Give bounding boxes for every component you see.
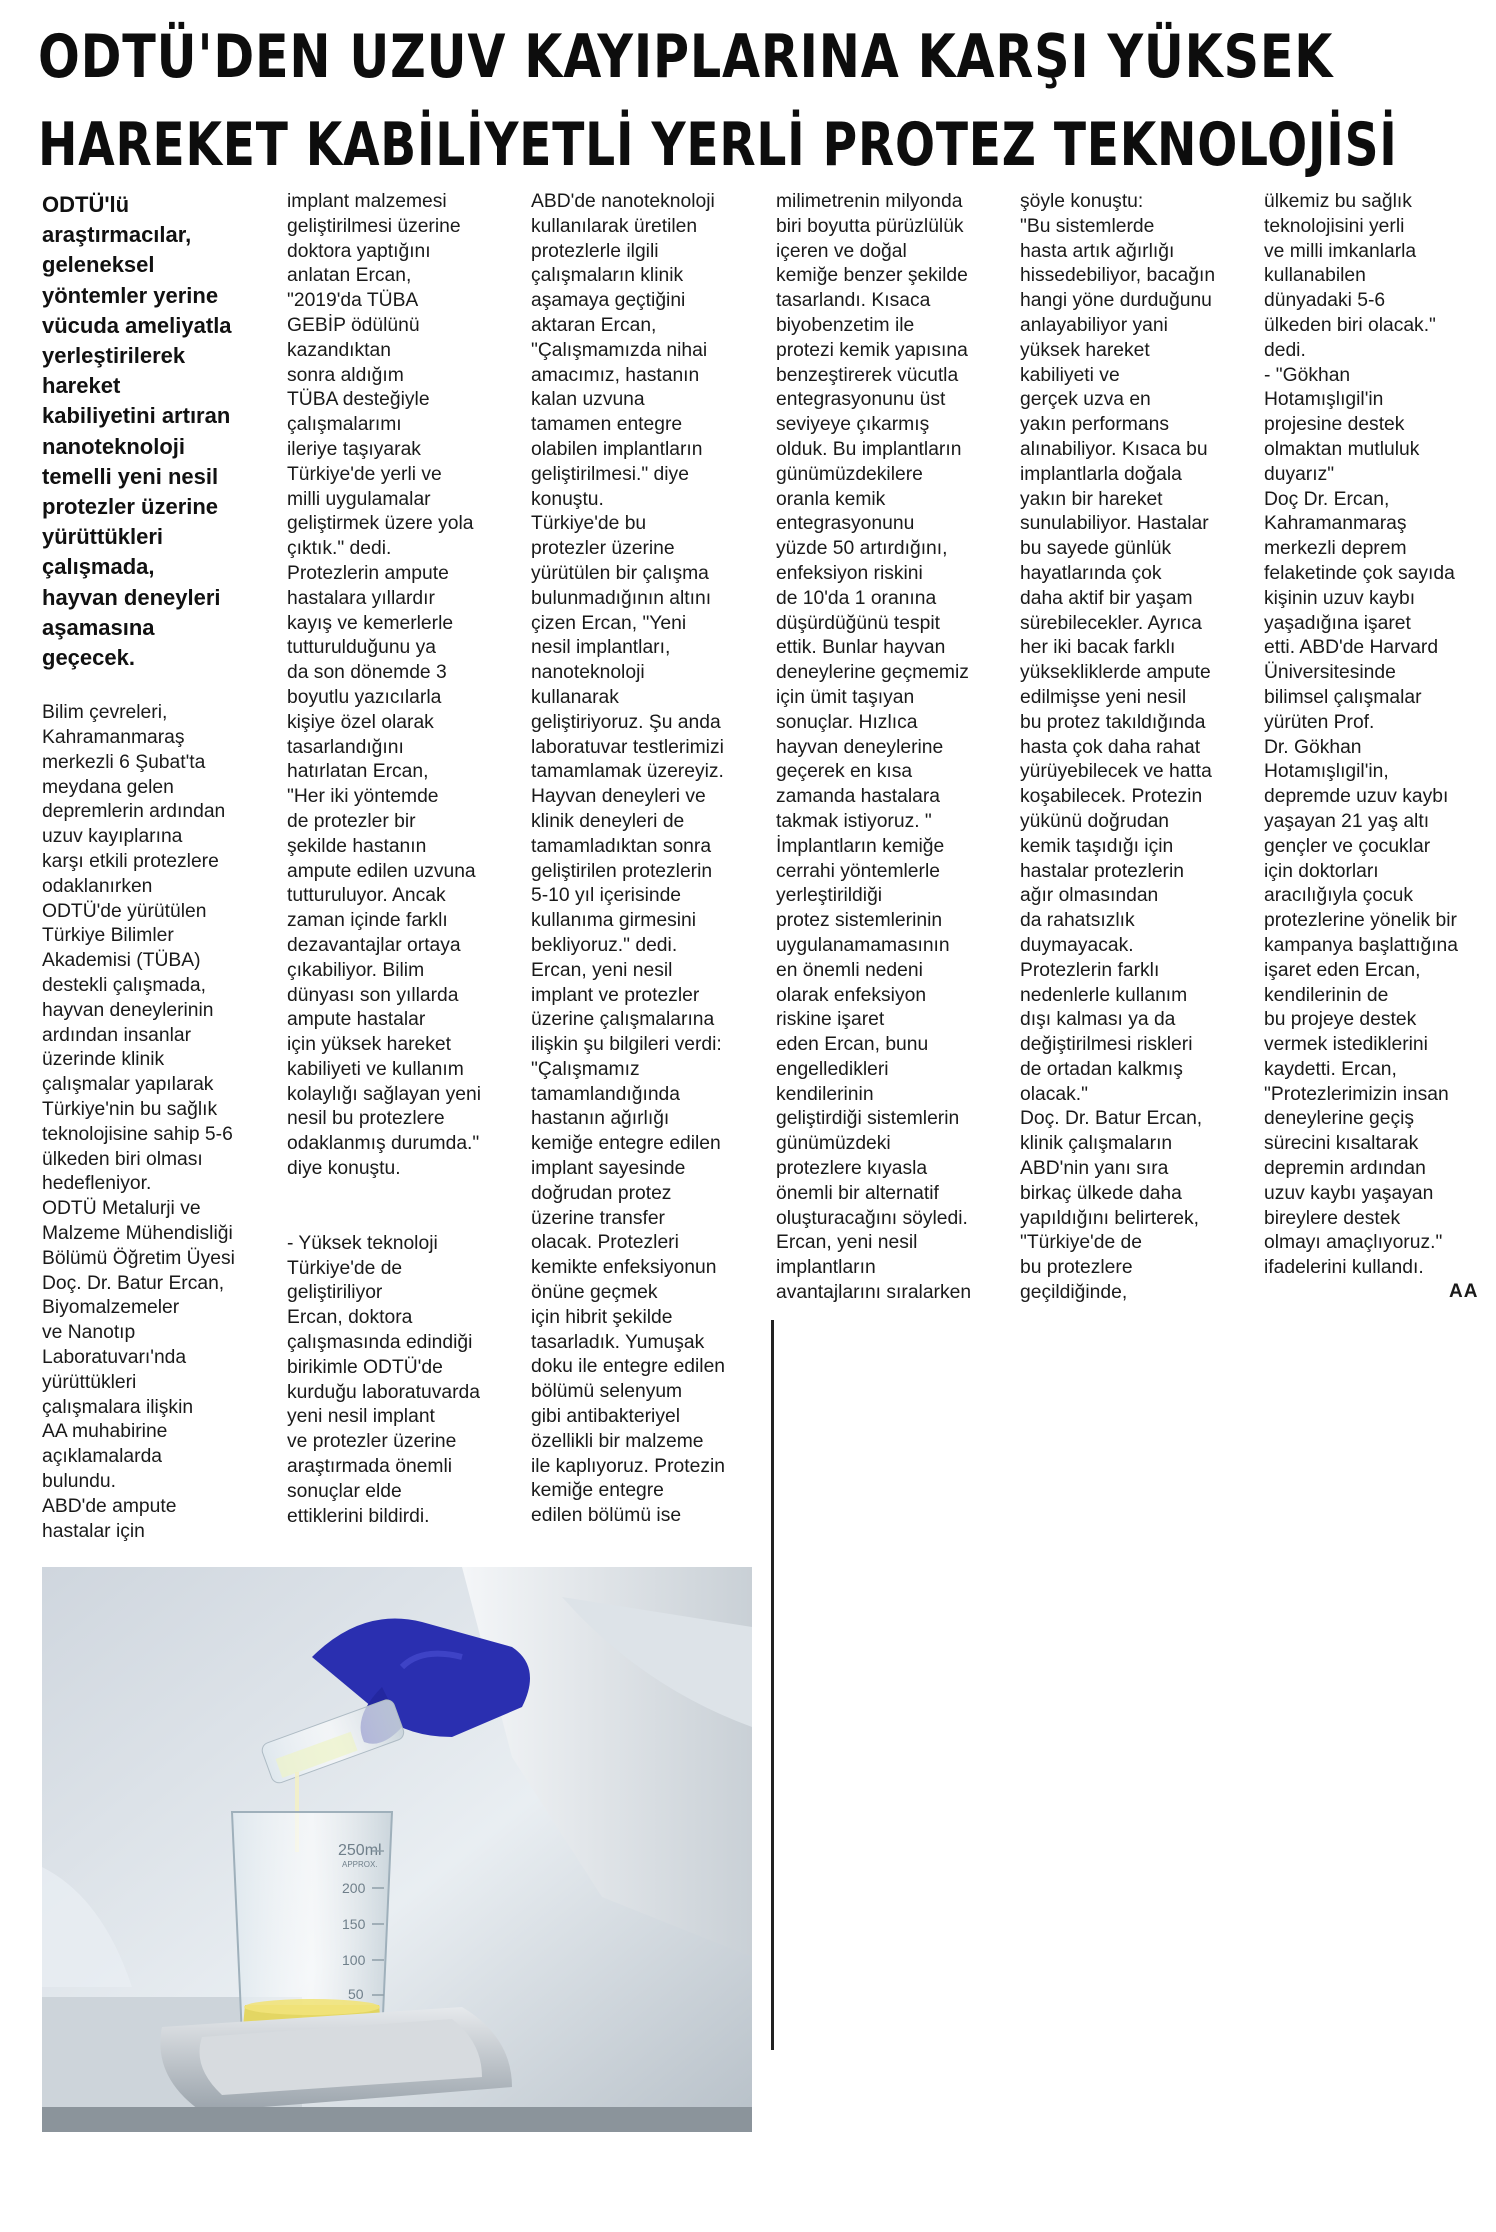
lab-photo xyxy=(42,1567,752,2132)
beaker-mark: 200 xyxy=(342,1880,366,1896)
article-column-6 xyxy=(1264,190,1492,1281)
article-column-3 xyxy=(531,190,763,1529)
article-column-2 xyxy=(287,190,519,1529)
beaker-mark: APPROX. xyxy=(342,1860,378,1869)
beaker-mark: 100 xyxy=(342,1952,366,1968)
body-paragraph: Ercan, yeni nesil implantların avantajlarını sıralarken xyxy=(776,1232,972,1304)
article-column-1 xyxy=(42,190,270,1544)
article-column-5 xyxy=(1020,190,1252,1306)
body-paragraph: Ercan, yeni nesil implant ve protezler üzerine çalışmalarına ilişkin şu bilgileri verdi: "Çalışmamız tamamlandığında hastanın ağırlığı kemiğe entegre edilen implant sayesinde doğrudan protez üzerine transfer olacak. Protezleri kemikte enfeksiyonun önüne geçmek için hibrit şekilde tasarladık. Yumuşak doku ile entegre edilen bölümü selenyum gibi antibakteriyel özellikli bir malzeme ile kaplıyoruz. Protezin kemiğe entegre edilen bölümü ise xyxy=(531,959,726,1527)
beaker xyxy=(232,1812,392,2042)
body-paragraph: ABD'de ampute hastalar için xyxy=(42,1495,177,1542)
body-paragraph: ülkemiz bu sağlık teknolojisini yerli ve milli imkanlarla kullanabilen dünyadaki 5-6 ülkeden biri olacak." dedi. xyxy=(1264,191,1436,361)
body-paragraph: milimetrenin milyonda biri boyutta pürüzlülük içeren ve doğal kemiğe benzer şekilde tasarlandı. Kısaca biyobenzetim ile protezi kemik yapısına benzeştirerek vücutla entegrasyonunu üst seviyeye çıkarmış olduk. Bu implantların günümüzdekilere oranla kemik entegrasyonunu yüzde 50 artırdığını, enfeksiyon riskini de 10'da 1 oranına düşürdüğünü tespit ettik. Bunlar hayvan deneylerine geçmemiz için ümit taşıyan sonuçlar. Hızlıca hayvan deneylerine geçerek en kısa zamanda hastalara takmak istiyoruz. " xyxy=(776,191,969,832)
lead-paragraph: ODTÜ'lü araştırmacılar, geleneksel yöntemler yerine vücuda ameliyatla yerleştirilerek hareket kabiliyetini artıran nanoteknoloji temelli yeni nesil protezler üzerine yürüttükleri çalışmada, hayvan deneyleri aşamasına geçecek. xyxy=(42,192,232,671)
subheading-paragraph: - "Gökhan Hotamışlıgil'in projesine destek olmaktan mutluluk duyarız" Doç Dr. Ercan, Kahramanmaraş merkezli deprem felaketinde çok sayıda kişinin uzuv kaybı yaşadığına işaret etti. ABD'de Harvard Üniversitesinde bilimsel çalışmalar yürüten Prof. Dr. Gökhan Hotamışlıgil'in, depremde uzuv kaybı yaşayan 21 yaş altı gençler ve çocuklar için doktorları aracılığıyla çocuk protezlerine yönelik bir kampanya başlattığına işaret eden Ercan, kendilerinin de bu projeye destek vermek istediklerini kaydetti. Ercan, "Protezlerimizin insan deneylerine geçiş sürecini kısaltarak depremin ardından uzuv kaybı yaşayan bireylere destek olmayı amaçlıyoruz." ifadelerini kullandı. xyxy=(1264,364,1459,1279)
body-paragraph: şöyle konuştu: "Bu sistemlerde hasta artık ağırlığı hissedebiliyor, bacağın hangi yöne durduğunu anlayabiliyor yani yüksek hareket kabiliyeti ve gerçek uzva en yakın performans alınabiliyor. Kısaca bu implantlarla doğala yakın bir hareket sunulabiliyor. Hastalar bu sayede günlük hayatlarında çok daha aktif bir yaşam sürebilecekler. Ayrıca her iki bacak farklı yüksekliklerde ampute edilmişse yeni nesil bu protez takıldığında hasta çok daha rahat yürüyebilecek ve hatta koşabilecek. Protezin yükünü doğrudan kemik taşıdığı için hastalar protezlerin ağır olmasından da rahatsızlık duymayacak. Protezlerin farklı nedenlerle kullanım dışı kalması ya da değiştirilmesi riskleri de ortadan kalkmış olacak." xyxy=(1020,191,1216,1105)
subheading-paragraph: - Yüksek teknoloji Türkiye'de de geliştiriliyor Ercan, doktora çalışmasında edindiği birikimle ODTÜ'de kurduğu laboratuvarda yeni nesil implant ve protezler üzerine araştırmada önemli sonuçlar elde ettiklerini bildirdi. xyxy=(287,1232,480,1527)
source-credit: AA xyxy=(1449,1281,1479,1302)
article-column-4 xyxy=(776,190,1008,1306)
headline-line-1: ODTÜ'DEN UZUV KAYIPLARINA KARŞI YÜKSEK xyxy=(38,22,1334,92)
body-paragraph: Türkiye'de bu protezler üzerine yürütülen bir çalışma bulunmadığının altını çizen Ercan, "Yeni nesil implantları, nanoteknoloji kullanarak geliştiriyoruz. Şu anda laboratuvar testlerimizi tamamlamak üzereyiz. Hayvan deneyleri ve klinik deneyleri de tamamladıktan sonra geliştirilen protezlerin 5-10 yıl içerisinde kullanıma girmesini bekliyoruz." dedi. xyxy=(531,513,724,956)
column-divider xyxy=(771,1320,774,2050)
beaker-mark: 50 xyxy=(348,1986,364,2002)
body-paragraph: ODTÜ Metalurji ve Malzeme Mühendisliği Bölümü Öğretim Üyesi Doç. Dr. Batur Ercan, Biyomalzemeler ve Nanotıp Laboratuvarı'nda yürüttükleri çalışmalara ilişkin AA muhabirine açıklamalarda bulundu. xyxy=(42,1198,235,1492)
beaker-mark: 150 xyxy=(342,1916,366,1932)
headline-line-2: HAREKET KABİLİYETLİ YERLİ PROTEZ TEKNOLOJİSİ xyxy=(38,110,1398,180)
body-paragraph: Bilim çevreleri, Kahramanmaraş merkezli 6 Şubat'ta meydana gelen depremlerin ardından uzuv kayıplarına karşı etkili protezlere odaklanırken ODTÜ'de yürütülen Türkiye Bilimler Akademisi (TÜBA) destekli çalışmada, hayvan deneylerinin ardından insanlar üzerinde klinik çalışmalar yapılarak Türkiye'nin bu sağlık teknolojisine sahip 5-6 ülkeden biri olması hedefleniyor. xyxy=(42,702,233,1195)
body-paragraph: ABD'de nanoteknoloji kullanılarak üretilen protezlerle ilgili çalışmaların klinik aşamaya geçtiğini aktaran Ercan, "Çalışmamızda nihai amacımız, hastanın kalan uzvuna tamamen entegre olabilen implantların geliştirilmesi." diye konuştu. xyxy=(531,191,715,510)
body-paragraph: İmplantların kemiğe cerrahi yöntemlerle yerleştirildiği protez sistemlerinin uygulanamamasının en önemli nedeni olarak enfeksiyon riskine işaret eden Ercan, bunu engelledikleri kendilerinin geliştirdiği sistemlerin günümüzdeki protezlere kıyasla önemli bir alternatif oluşturacağını söyledi. xyxy=(776,835,968,1229)
beaker-mark: 250ml xyxy=(338,1842,382,1859)
body-paragraph: implant malzemesi geliştirilmesi üzerine doktora yaptığını anlatan Ercan, "2019'da TÜBA GEBİP ödülünü kazandıktan sonra aldığım TÜBA desteğiyle çalışmalarımı ileriye taşıyarak Türkiye'de yerli ve milli uygulamalar geliştirmek üzere yola çıktık." dedi. xyxy=(287,191,474,560)
body-paragraph: Doç. Dr. Batur Ercan, klinik çalışmaların ABD'nin yanı sıra birkaç ülkede daha yapıldığını belirterek, "Türkiye'de de bu protezlere geçildiğinde, xyxy=(1020,1108,1203,1304)
body-paragraph: Protezlerin ampute hastalara yıllardır kayış ve kemerlerle tutturulduğunu ya da son dönemde 3 boyutlu yazıcılarla kişiye özel olarak tasarlandığını hatırlatan Ercan, "Her iki yöntemde de protezler bir şekilde hastanın ampute edilen uzvuna tutturuluyor. Ancak zaman içinde farklı dezavantajlar ortaya çıkabiliyor. Bilim dünyası son yıllarda ampute hastalar için yüksek hareket kabiliyeti ve kullanım kolaylığı sağlayan yeni nesil bu protezlere odaklanmış durumda." diye konuştu. xyxy=(287,562,481,1180)
